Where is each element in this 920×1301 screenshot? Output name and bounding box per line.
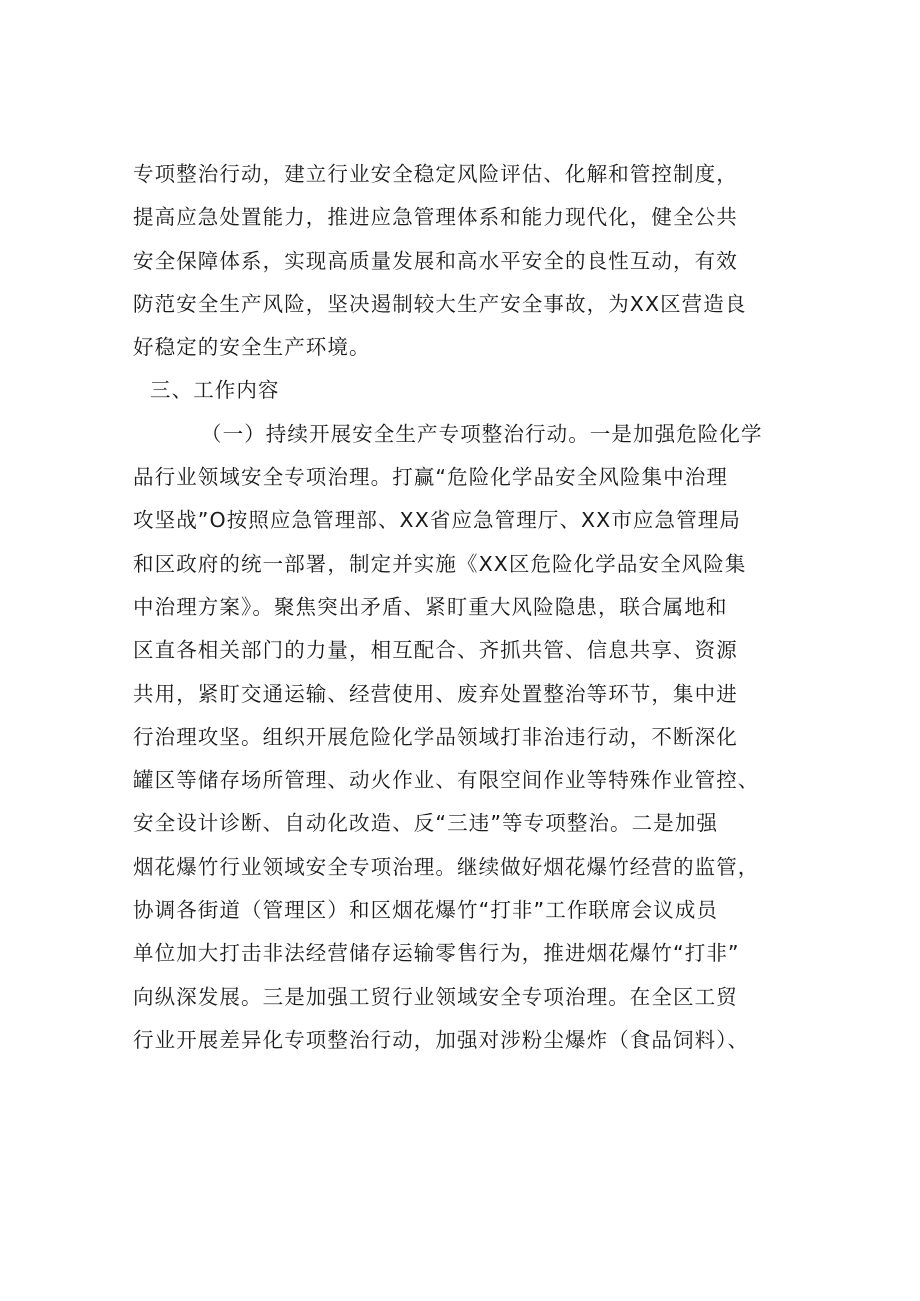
paragraph-line: 共用，紧盯交通运输、经营使用、废弃处置整治等环节，集中进 xyxy=(133,681,738,706)
document-body xyxy=(133,153,798,1062)
section-heading: 三、工作内容 xyxy=(150,378,280,403)
paragraph-line: 协调各街道（管理区）和区烟花爆竹“打非”工作联席会议成员 xyxy=(133,898,719,923)
paragraph-line: 行治理攻坚。组织开展危险化学品领域打非治违行动，不断深化 xyxy=(133,724,738,749)
paragraph-line: 烟花爆竹行业领域安全专项治理。继续做好烟花爆竹经营的监管， xyxy=(133,854,760,879)
paragraph-line: 单位加大打击非法经营储存运输零售行为，推进烟花爆竹“打非” xyxy=(133,941,740,966)
paragraph-line: 专项整治行动，建立行业安全稳定风险评估、化解和管控制度， xyxy=(133,162,738,186)
paragraph-line: 好稳定的安全生产环境。 xyxy=(133,335,371,360)
paragraph-line: 品行业领域安全专项治理。打赢“危险化学品安全风险集中治理 xyxy=(133,465,728,490)
paragraph-line: 安全设计诊断、自动化改造、反“三违”等专项整治。二是加强 xyxy=(133,811,719,836)
paragraph-line: 向纵深发展。三是加强工贸行业领域安全专项治理。在全区工贸 xyxy=(133,984,738,1009)
paragraph-line: 中治理方案》。聚焦突出矛盾、紧盯重大风险隐患，联合属地和 xyxy=(133,594,728,619)
paragraph-line: （一）持续开展安全生产专项整治行动。一是加强危险化学 xyxy=(201,421,763,446)
paragraph-line: 安全保障体系，实现高质量发展和高水平安全的良性互动，有效 xyxy=(133,248,738,273)
paragraph-line: 行业开展差异化专项整治行动，加强对涉粉尘爆炸（食品饲料）、 xyxy=(133,1027,750,1052)
paragraph-1 xyxy=(133,153,798,369)
paragraph-line: 防范安全生产风险，坚决遏制较大生产安全事故，为XX区营造良 xyxy=(133,291,747,316)
paragraph-line: 和区政府的统一部署，制定并实施《XX区危险化学品安全风险集 xyxy=(133,551,747,576)
paragraph-line: 攻坚战”O按照应急管理部、XX省应急管理厅、XX市应急管理局 xyxy=(133,508,741,533)
paragraph-line: 区直各相关部门的力量，相互配合、齐抓共管、信息共享、资源 xyxy=(133,638,738,663)
paragraph-line: 罐区等储存场所管理、动火作业、有限空间作业等特殊作业管控、 xyxy=(133,768,760,793)
paragraph-line: 提高应急处置能力，推进应急管理体系和能力现代化，健全公共 xyxy=(133,205,738,230)
paragraph-2 xyxy=(133,413,798,1062)
